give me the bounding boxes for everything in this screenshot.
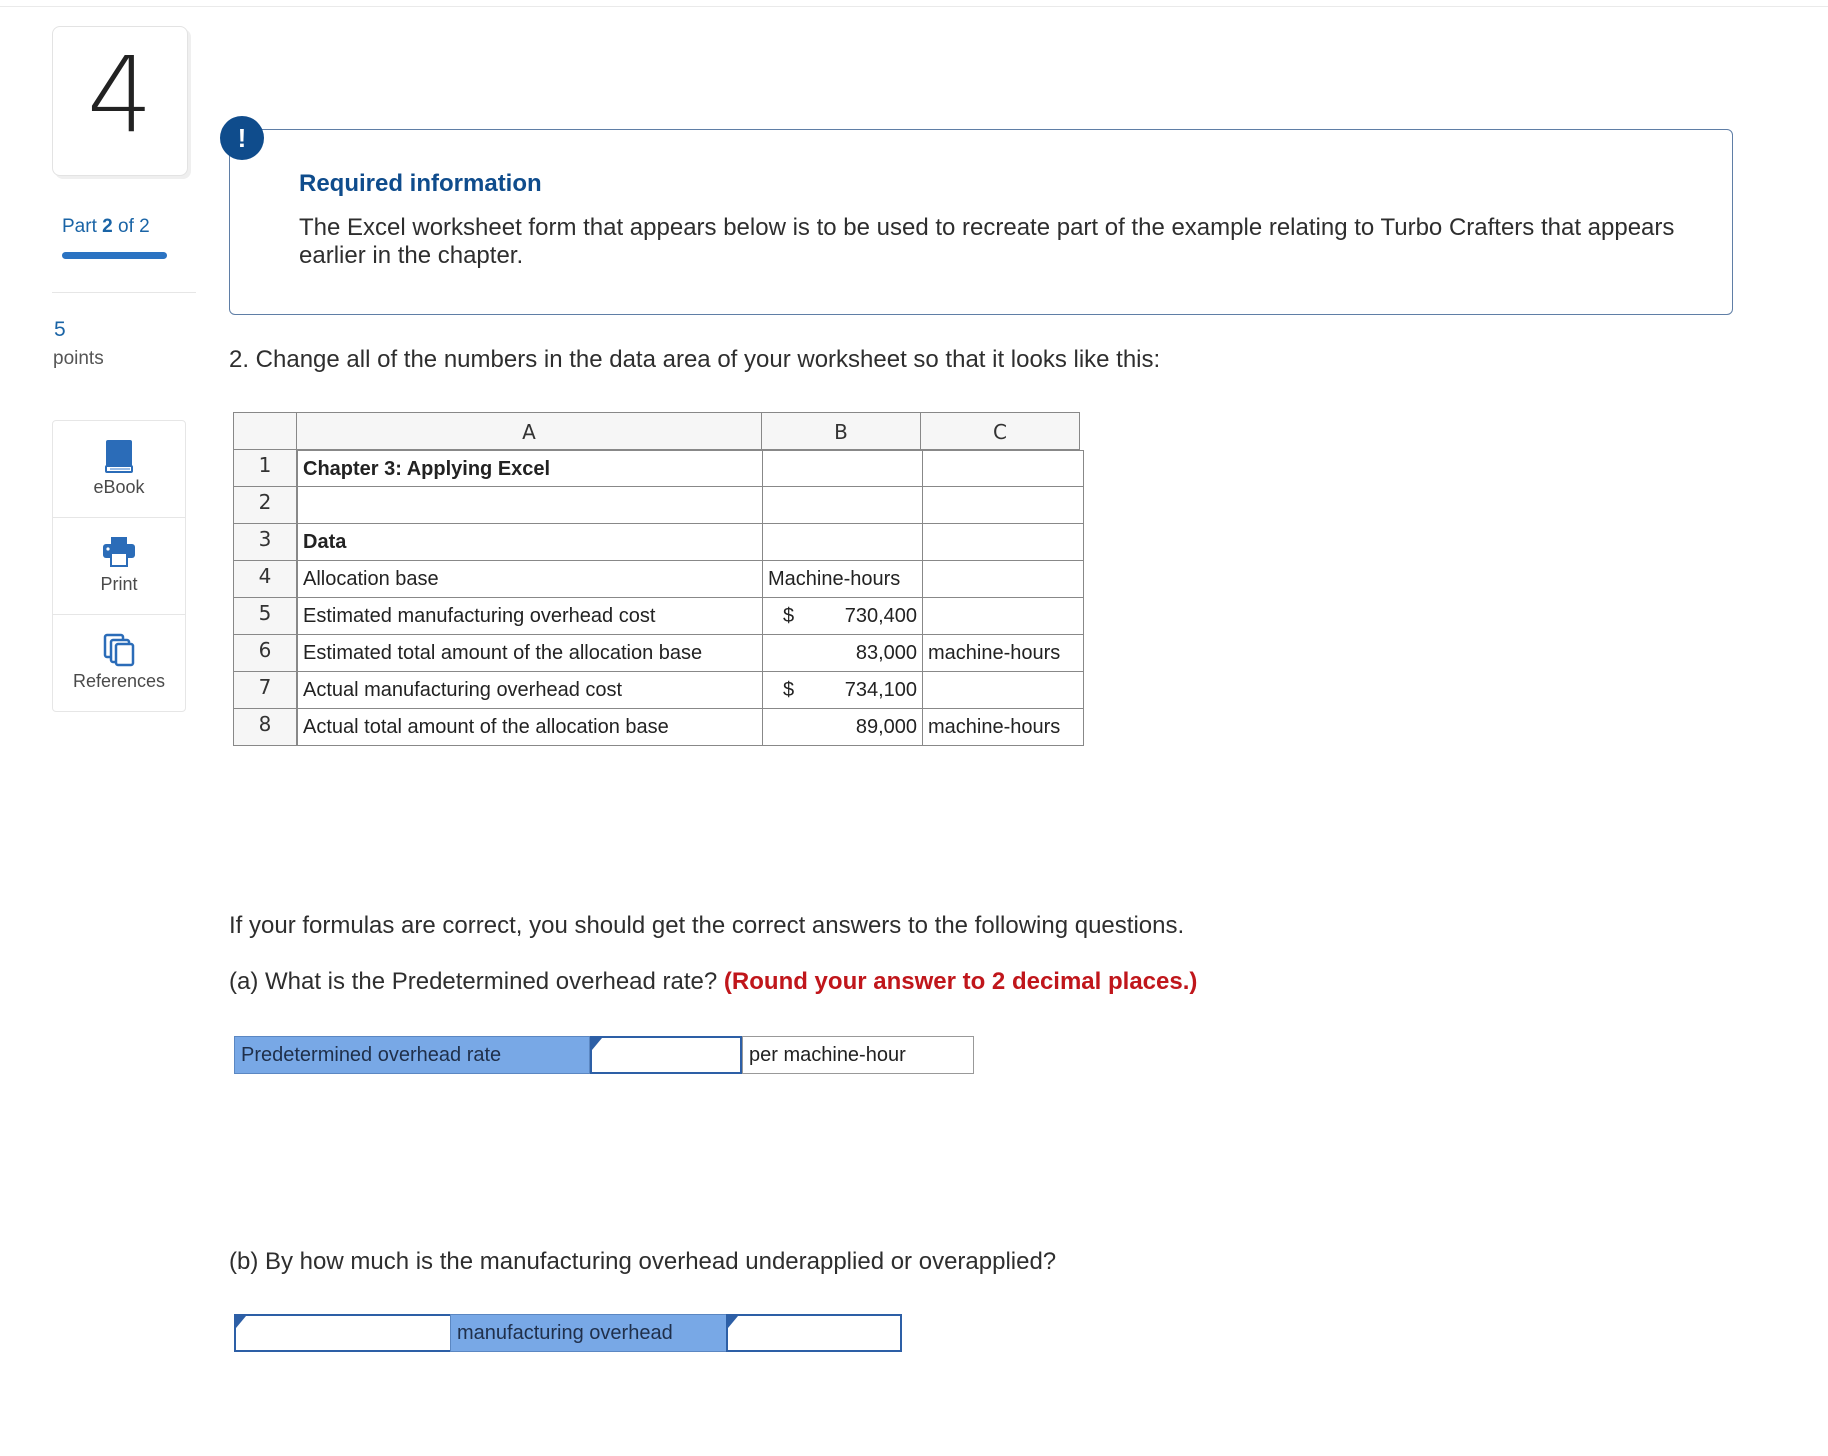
answer-row-b xyxy=(234,1314,902,1352)
predetermined-rate-input-cell xyxy=(590,1036,742,1074)
row-number: 7 xyxy=(233,672,297,709)
references-icon xyxy=(103,633,135,667)
points-label: points xyxy=(53,348,104,369)
question-number: 4 xyxy=(86,34,154,156)
ebook-button[interactable] xyxy=(53,421,185,518)
part-progress-bar xyxy=(62,252,167,259)
cell-a3: Data xyxy=(297,524,763,561)
question-b: (b) By how much is the manufacturing overhead underapplied or overapplied? xyxy=(229,1248,1057,1275)
row-number: 1 xyxy=(233,450,297,487)
predetermined-rate-label: Predetermined overhead rate xyxy=(234,1036,590,1074)
row-number: 4 xyxy=(233,561,297,598)
cell-a2 xyxy=(297,487,763,524)
ebook-label: eBook xyxy=(93,477,145,497)
corner-header xyxy=(233,412,297,450)
cell-b8-value: 89,000 xyxy=(855,716,917,738)
answer-row-a xyxy=(234,1036,972,1074)
cell-b5-value: 730,400 xyxy=(844,605,917,627)
overhead-amount-input-cell xyxy=(234,1314,452,1352)
cell-c6: machine-hours xyxy=(923,635,1084,672)
cell-b6 xyxy=(763,635,923,672)
alert-icon: ! xyxy=(220,116,264,160)
cell-a4: Allocation base xyxy=(297,561,763,598)
manufacturing-overhead-label: manufacturing overhead xyxy=(450,1314,728,1352)
required-info-box xyxy=(229,129,1733,315)
cell-a8: Actual total amount of the allocation base xyxy=(297,709,763,746)
part-of: of 2 xyxy=(118,216,150,237)
column-header-c: C xyxy=(921,412,1080,450)
questions-intro: If your formulas are correct, you should get the correct answers to the following questions. xyxy=(229,912,1185,939)
print-button[interactable] xyxy=(53,518,185,615)
cell-b8 xyxy=(763,709,923,746)
underapplied-overapplied-select[interactable] xyxy=(726,1314,902,1352)
cell-b2 xyxy=(763,487,923,524)
row-number: 2 xyxy=(233,487,297,524)
references-label: References xyxy=(72,671,166,691)
cell-b3 xyxy=(763,524,923,561)
row-number: 6 xyxy=(233,635,297,672)
cell-b7 xyxy=(763,672,923,709)
instruction-text: 2. Change all of the numbers in the data area of your worksheet so that it looks like this: xyxy=(229,346,1161,373)
required-info-title: Required information xyxy=(299,170,542,197)
cell-c7 xyxy=(923,672,1084,709)
cell-a6: Estimated total amount of the allocation base xyxy=(297,635,763,672)
references-button[interactable] xyxy=(53,615,185,711)
cell-a5: Estimated manufacturing overhead cost xyxy=(297,598,763,635)
currency-symbol: $ xyxy=(783,605,795,627)
row-number: 8 xyxy=(233,709,297,746)
sidebar-divider xyxy=(52,292,196,293)
question-a xyxy=(229,968,1197,996)
print-label: Print xyxy=(100,574,138,594)
cell-b7-value: 734,100 xyxy=(844,679,917,701)
cell-a7: Actual manufacturing overhead cost xyxy=(297,672,763,709)
row-number: 3 xyxy=(233,524,297,561)
cell-c1 xyxy=(923,450,1084,487)
cell-c5 xyxy=(923,598,1084,635)
tools-panel xyxy=(52,420,186,712)
overhead-amount-input[interactable] xyxy=(236,1316,450,1350)
cell-c3 xyxy=(923,524,1084,561)
points-value: 5 xyxy=(54,318,66,341)
book-icon xyxy=(104,439,134,473)
cell-b1 xyxy=(763,450,923,487)
cell-b5 xyxy=(763,598,923,635)
part-indicator xyxy=(62,216,150,238)
top-divider xyxy=(0,6,1828,7)
cell-b6-value: 83,000 xyxy=(855,642,917,664)
part-current: 2 xyxy=(102,216,113,237)
cell-a1: Chapter 3: Applying Excel xyxy=(297,450,763,487)
column-header-b: B xyxy=(762,412,921,450)
currency-symbol: $ xyxy=(783,679,795,701)
cell-c4 xyxy=(923,561,1084,598)
part-word: Part xyxy=(62,216,97,237)
rounding-instruction: (Round your answer to 2 decimal places.) xyxy=(723,968,1198,995)
printer-icon xyxy=(102,536,136,568)
cell-c2 xyxy=(923,487,1084,524)
required-info-text: The Excel worksheet form that appears below is to be used to recreate part of the example relating to Turbo Crafters that appears earlier in the chapter. xyxy=(299,214,1675,269)
row-number: 5 xyxy=(233,598,297,635)
cell-b4: Machine-hours xyxy=(763,561,923,598)
column-header-a: A xyxy=(297,412,762,450)
rate-unit-label: per machine-hour xyxy=(742,1036,974,1074)
predetermined-rate-input[interactable] xyxy=(592,1038,740,1072)
question-number-card xyxy=(52,26,188,176)
cell-c8: machine-hours xyxy=(923,709,1084,746)
question-a-text: (a) What is the Predetermined overhead rate? xyxy=(229,968,718,995)
